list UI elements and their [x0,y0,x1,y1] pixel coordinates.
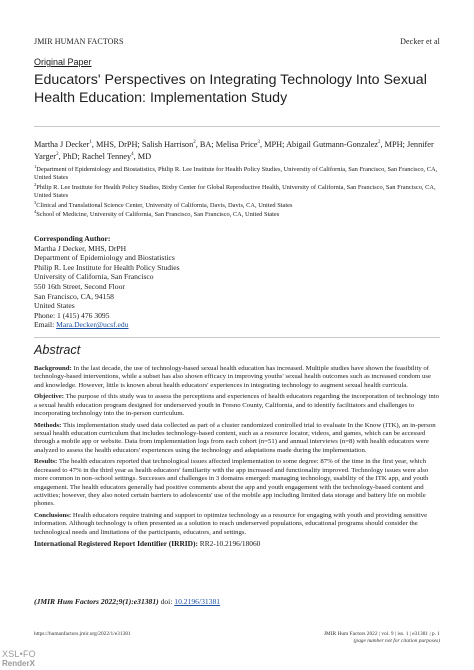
affiliation [34,199,444,210]
corresponding-heading: Corresponding Author: [34,234,111,243]
abstract-heading: Abstract [34,343,81,357]
page-note: (page number not for citation purposes) [353,638,440,644]
doi-label: doi: [158,597,175,606]
affiliation-text: School of Medicine, University of California, San Francisco, San Francisco, CA, United States [36,211,280,219]
article-type: Original Paper [34,57,92,67]
author-name: Abigail Gutmann-Gonzalez [286,140,378,149]
author-degrees: , PhD; [58,151,82,161]
irrid-value: RR2-10.2196/18060 [197,539,261,549]
renderx-logo [2,650,34,668]
corresponding-line: San Francisco, CA, 94158 [34,291,114,301]
corresponding-line: 550 16th Street, Second Floor [34,281,125,291]
affiliation-marker: 3 [257,140,260,146]
corresponding-author [34,234,334,330]
affiliation-number: 3 [34,199,37,205]
affiliation-marker: 2 [56,151,59,157]
affiliation-number: 2 [34,181,37,187]
paper-title: Educators' Perspectives on Integrating Technology Into Sexual Health Education: Implementation Study [34,72,427,106]
corresponding-line: Martha J Decker, MHS, DrPH [34,243,127,253]
section-text: This implementation study used data collected as part of a cluster randomized controlled trial to evaluate In the Know (ITK), an in-person sexual health education curriculum that includes technology-based content, such as a resource locator, videos, and games, which can be accessed through a mobile app or website. Data from implementation logs from each cohort (n=51) and annual interviews (n=8) with health educators were analyzed to assess the health educators' experiences using the technology and adaptations made during the implementation. [34,421,436,454]
affiliation-marker: 1 [89,140,92,146]
author-name: Jennifer Yarger [34,140,434,161]
doi-link[interactable]: 10.2196/31381 [174,597,221,606]
section-text: In the last decade, the use of technology-based sexual health education has increased. Multiple studies have shown the feasibility of technology-based interventions, while a subset has also shown efficacy in improving youths' sexual health outcomes such as increased condom use and knowledge. However, little is known about health educators' experiences in integrating technology to augment sexual health curricula. [34,365,431,389]
running-author: Decker et al [400,37,440,46]
abstract-section [34,365,441,390]
email-label: Email: [34,320,57,330]
affiliation-marker: 4 [131,151,134,157]
author-name: Salish Harrison [141,140,194,149]
abstract-section [34,512,441,537]
author-name: Martha J Decker [34,140,90,149]
section-label: Methods: [34,421,62,429]
author-name: Melisa Price [215,140,258,149]
irrid-label: International Registered Report Identifier (IRRID): [34,539,198,549]
corresponding-line: United States [34,301,75,311]
footer-url[interactable]: https://humanfactors.jmir.org/2022/1/e31381 [34,631,131,637]
author-degrees: , MPH; [260,140,287,149]
author-list [34,139,444,162]
author-degrees: , MHS, DrPH; [91,140,142,149]
corresponding-line: Department of Epidemiology and Biostatistics [34,253,175,263]
corresponding-line: University of California, San Francisco [34,272,154,282]
affiliation-marker: 2 [378,140,381,146]
affiliation-number: 1 [34,163,37,169]
abstract-section [34,393,441,418]
corresponding-line: Philip R. Lee Institute for Health Policy Studies [34,262,180,272]
section-text: The health educators reported that technological issues affected implementation to some degree: 87% of the time in the first year, which decreased to 47% in the third year as health educators' familiarity with the app increased and functionality improved. Technology issues were also more common in non–school settings. Successes and challenges in 3 domains emerged: managing technology, usability of the ITK app, and youth engagement. The health educators generally had positive comments about the app and youth engagement with the technology-based content and activities; however, they also noted certain barriers to adolescents' use of the mobile app including limited data storage and battery life on mobile phones. [34,458,429,508]
affiliation [34,181,444,200]
divider [34,337,440,338]
affiliation [34,163,444,182]
section-text: The purpose of this study was to assess the perceptions and experiences of health educators regarding the incorporation of technology into a sexual health education program designed for underserved youth in Fresno County, California, and to identify facilitators and challenges to incorporating technology into the in-person curriculum. [34,393,439,418]
footer-page-info [324,631,440,645]
affiliation-number: 4 [34,209,37,215]
author-degrees: , BA; [195,140,216,149]
affiliation [34,211,444,219]
section-label: Conclusions: [34,511,72,519]
abstract-body [34,365,441,552]
affiliation-text: Clinical and Translational Science Center, University of California, Davis, Davis, CA, United States [36,201,293,209]
author-degrees: , MD [133,151,152,161]
logo-line-1: XSL•FO [2,649,36,659]
affiliation-list [34,163,444,221]
page-info: JMIR Hum Factors 2022 | vol. 9 | iss. 1 | e31381 | p. 1 [323,631,440,637]
affiliation-text: Department of Epidemiology and Biostatistics, Philip R. Lee Institute for Health Policy Studies, University of California, San Francisco, San Francisco, CA, United States [34,166,438,182]
corresponding-line: Phone: 1 (415) 476 3095 [34,310,110,320]
section-label: Results: [34,458,58,466]
section-label: Background: [34,365,72,372]
trial-registration [34,540,441,548]
author-degrees: , MPH; [380,140,408,149]
citation-line [34,597,220,606]
section-text: Health educators require training and support to optimize technology as a resource for engaging with youth and providing sensitive information. Although technology is often presented as a solution to reach underserved populations, educational programs should consider the technological needs and limitations of the participants, educators, and settings. [34,511,428,536]
author-name: Rachel Tenney [81,151,132,161]
section-label: Objective: [34,393,64,401]
affiliation-marker: 2 [193,140,196,146]
abstract-section [34,422,441,456]
running-head [34,37,440,49]
logo-line-2: RenderX [2,659,35,668]
journal-reference: (JMIR Hum Factors 2022;9(1):e31381) [34,597,159,606]
journal-name: JMIR HUMAN FACTORS [34,37,124,46]
email-line [34,320,334,330]
email-link[interactable]: Mara.Decker@ucsf.edu [56,320,129,330]
divider [34,126,440,127]
affiliation-text: Philip R. Lee Institute for Health Policy Studies, Bixby Center for Global Reproductive Health, University of California, San Francisco, San Francisco, CA, United States [34,183,436,199]
abstract-section [34,458,441,508]
